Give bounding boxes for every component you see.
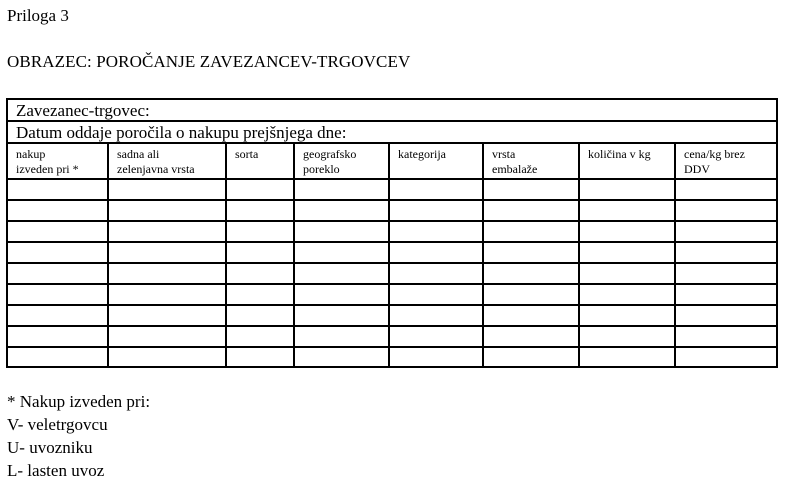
table-cell[interactable]: [8, 242, 108, 263]
table-cell[interactable]: [294, 179, 389, 200]
table-cell[interactable]: [108, 284, 226, 305]
table-cell[interactable]: [579, 284, 675, 305]
table-cell[interactable]: [108, 242, 226, 263]
table-cell[interactable]: [108, 347, 226, 368]
table-cell[interactable]: [675, 305, 776, 326]
table-cell[interactable]: [579, 347, 675, 368]
table-cell[interactable]: [108, 326, 226, 347]
table-cell[interactable]: [294, 221, 389, 242]
table-cell[interactable]: [483, 305, 579, 326]
table-cell[interactable]: [483, 347, 579, 368]
table-cell[interactable]: [675, 179, 776, 200]
table-row: [8, 263, 776, 284]
report-date-row: [8, 122, 776, 144]
table-cell[interactable]: [675, 284, 776, 305]
table-cell[interactable]: [226, 221, 294, 242]
table-cell[interactable]: [8, 284, 108, 305]
table-cell[interactable]: [579, 263, 675, 284]
table-cell[interactable]: [389, 242, 483, 263]
table-cell[interactable]: [579, 305, 675, 326]
table-cell[interactable]: [389, 326, 483, 347]
table-cell[interactable]: [389, 200, 483, 221]
table-cell[interactable]: [8, 305, 108, 326]
table-cell[interactable]: [226, 200, 294, 221]
table-cell[interactable]: [483, 263, 579, 284]
column-header-category: kategorija: [389, 144, 483, 179]
annex-label: Priloga 3: [7, 6, 69, 25]
table-cell[interactable]: [294, 263, 389, 284]
table-cell[interactable]: [226, 326, 294, 347]
table-row: [8, 305, 776, 326]
table-cell[interactable]: [8, 326, 108, 347]
column-header-fruit-vegetable-type: sadna ali zelenjavna vrsta: [108, 144, 226, 179]
table-cell[interactable]: [389, 263, 483, 284]
table-row: [8, 242, 776, 263]
table-cell[interactable]: [226, 179, 294, 200]
purchase-table: [8, 144, 776, 368]
table-cell[interactable]: [389, 305, 483, 326]
table-cell[interactable]: [675, 326, 776, 347]
footnote-item-own-import: L- lasten uvoz: [7, 461, 105, 480]
table-cell[interactable]: [8, 200, 108, 221]
table-cell[interactable]: [294, 347, 389, 368]
table-cell[interactable]: [579, 221, 675, 242]
column-header-origin: geografsko poreklo: [294, 144, 389, 179]
table-cell[interactable]: [579, 326, 675, 347]
table-cell[interactable]: [8, 179, 108, 200]
column-header-quantity: količina v kg: [579, 144, 675, 179]
taxpayer-label: Zavezanec-trgovec:: [16, 101, 150, 120]
table-cell[interactable]: [675, 200, 776, 221]
table-header-row: [8, 144, 776, 179]
table-row: [8, 200, 776, 221]
table-cell[interactable]: [579, 242, 675, 263]
table-cell[interactable]: [294, 242, 389, 263]
table-cell[interactable]: [108, 221, 226, 242]
table-cell[interactable]: [675, 242, 776, 263]
taxpayer-row: [8, 100, 776, 122]
reporting-form: [6, 98, 778, 368]
footnote-item-wholesaler: V- veletrgovcu: [7, 415, 108, 434]
table-row: [8, 221, 776, 242]
table-cell[interactable]: [108, 179, 226, 200]
table-cell[interactable]: [8, 347, 108, 368]
table-cell[interactable]: [389, 347, 483, 368]
table-cell[interactable]: [675, 347, 776, 368]
table-cell[interactable]: [675, 263, 776, 284]
table-row: [8, 284, 776, 305]
table-cell[interactable]: [294, 284, 389, 305]
table-cell[interactable]: [226, 305, 294, 326]
table-cell[interactable]: [294, 200, 389, 221]
report-date-label: Datum oddaje poročila o nakupu prejšnjega dne:: [16, 123, 347, 142]
table-row: [8, 179, 776, 200]
table-cell[interactable]: [108, 305, 226, 326]
table-cell[interactable]: [108, 200, 226, 221]
table-cell[interactable]: [226, 347, 294, 368]
table-cell[interactable]: [389, 284, 483, 305]
table-row: [8, 326, 776, 347]
table-cell[interactable]: [579, 200, 675, 221]
table-cell[interactable]: [483, 326, 579, 347]
table-cell[interactable]: [389, 221, 483, 242]
table-cell[interactable]: [579, 179, 675, 200]
table-cell[interactable]: [483, 221, 579, 242]
table-cell[interactable]: [389, 179, 483, 200]
table-cell[interactable]: [675, 221, 776, 242]
column-header-packaging: vrsta embalaže: [483, 144, 579, 179]
footnote-heading: * Nakup izveden pri:: [7, 392, 151, 411]
table-cell[interactable]: [483, 179, 579, 200]
table-cell[interactable]: [108, 263, 226, 284]
column-header-purchase-source: nakup izveden pri *: [8, 144, 108, 179]
column-header-price: cena/kg brez DDV: [675, 144, 776, 179]
column-header-variety: sorta: [226, 144, 294, 179]
table-cell[interactable]: [294, 326, 389, 347]
form-title: OBRAZEC: POROČANJE ZAVEZANCEV-TRGOVCEV: [7, 52, 411, 71]
table-cell[interactable]: [483, 200, 579, 221]
table-cell[interactable]: [226, 242, 294, 263]
table-cell[interactable]: [294, 305, 389, 326]
table-cell[interactable]: [8, 221, 108, 242]
table-cell[interactable]: [8, 263, 108, 284]
table-cell[interactable]: [483, 242, 579, 263]
table-cell[interactable]: [483, 284, 579, 305]
table-cell[interactable]: [226, 263, 294, 284]
table-cell[interactable]: [226, 284, 294, 305]
footnote: [7, 390, 150, 482]
table-row: [8, 347, 776, 368]
footnote-item-importer: U- uvozniku: [7, 438, 93, 457]
